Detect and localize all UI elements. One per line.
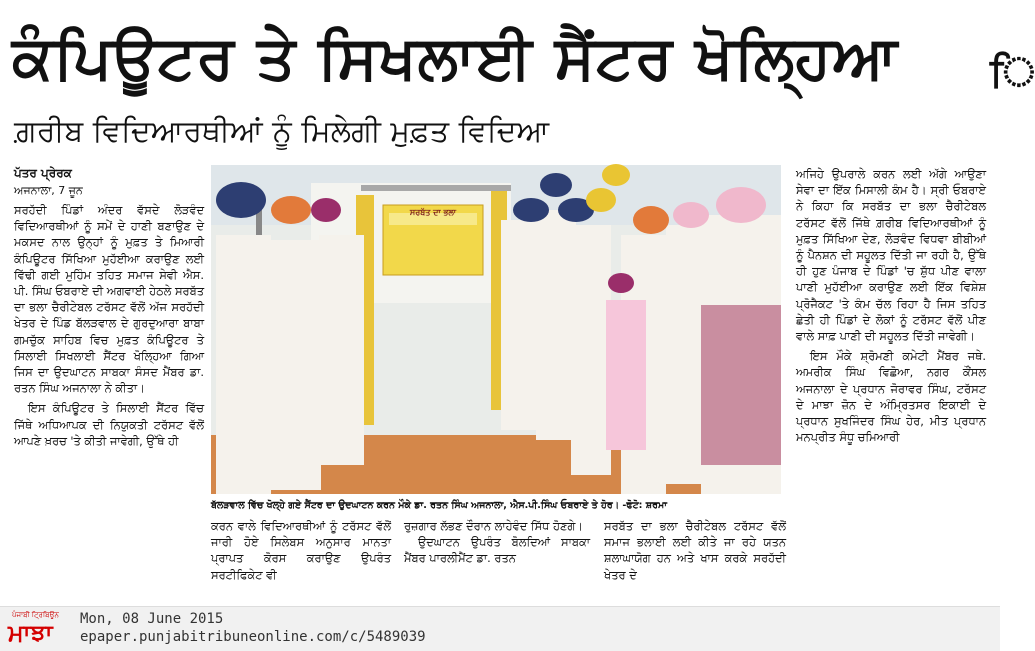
- headline: ਕੰਪਿਊਟਰ ਤੇ ਸਿਖਲਾਈ ਸੈਂਟਰ ਖੋਲ੍ਹਿਆ: [12, 23, 899, 93]
- paragraph: ਇਸ ਮੌਕੇ ਸ਼੍ਰੋਮਣੀ ਕਮੇਟੀ ਮੈਂਬਰ ਜਥੇ. ਅਮਰੀਕ ਸਿੰਘ ਵਿਛੋਆ, ਨਗਰ ਕੌਂਸਲ ਅਜਨਾਲਾ ਦੇ ਪ੍ਰਧਾਨ ਜੋਰਾਵਰ ਸਿੰਘ, ਟਰੱਸਟ ਦੇ ਮਾਝਾ ਜ਼ੋਨ ਦੇ ਅੰਮ੍ਰਿਤਸਰ ਇਕਾਈ ਦੇ ਪ੍ਰਧਾਨ ਸੁਖਜਿੰਦਰ ਸਿੰਘ ਹੇਰ, ਮੀਤ ਪ੍ਰਧਾਨ ਮਨਪ੍ਰੀਤ ਸੰਧੂ ਚਮਿਆਰੀ: [796, 349, 986, 445]
- paragraph: ਸਰਹੱਦੀ ਪਿੰਡਾਂ ਅੰਦਰ ਵੱਸਦੇ ਲੋੜਵੰਦ ਵਿਦਿਆਰਥੀਆਂ ਨੂੰ ਸਮੇਂ ਦੇ ਹਾਣੀ ਬਣਾਉਣ ਦੇ ਮਕਸਦ ਨਾਲ ਉਨ੍ਹਾਂ ਨੂੰ ਮੁਫ਼ਤ ਤੇ ਮਿਆਰੀ ਕੰਪਿਊਟਰ ਸਿੱਖਿਆ ਮੁਹੱਈਆ ਕਰਾਉਣ ਲਈ ਵਿੱਢੀ ਗਈ ਮੁਹਿੰਮ ਤਹਿਤ ਸਮਾਜ ਸੇਵੀ ਐਸ. ਪੀ. ਸਿੰਘ ਓਬਰਾਏ ਦੀ ਅਗਵਾਈ ਹੇਠਲੇ ਸਰਬੱਤ ਦਾ ਭਲਾ ਚੈਰੀਟੇਬਲ ਟਰੱਸਟ ਵੱਲੋਂ ਅੱਜ ਸਰਹੱਦੀ ਖੇਤਰ ਦੇ ਪਿੰਡ ਬੱਲੜਵਾਲ ਦੇ ਗੁਰਦੁਆਰਾ ਬਾਬਾ ਗਮਚੁੱਕ ਸਾਹਿਬ ਵਿਚ ਮੁਫ਼ਤ ਕੰਪਿਊਟਰ ਤੇ ਸਿਲਾਈ ਸਿਖਲਾਈ ਸੈਂਟਰ ਖੋਲ੍ਹਿਆ ਗਿਆ ਜਿਸ ਦਾ ਉਦਘਾਟਨ ਸਾਬਕਾ ਸੰਸਦ ਮੈਂਬਰ ਡਾ. ਰਤਨ ਸਿੰਘ ਅਜਨਾਲਾ ਨੇ ਕੀਤਾ।: [14, 203, 204, 396]
- edition-date: Mon, 08 June 2015: [80, 611, 224, 627]
- paragraph: ਅਜਿਹੇ ਉਪਰਾਲੇ ਕਰਨ ਲਈ ਅੱਗੇ ਆਉਣਾ ਸੇਵਾ ਦਾ ਇੱਕ ਮਿਸਾਲੀ ਕੰਮ ਹੈ। ਸ੍ਰੀ ਓਬਰਾਏ ਨੇ ਕਿਹਾ ਕਿ ਸਰਬੱਤ ਦਾ ਭਲਾ ਚੈਰੀਟੇਬਲ ਟਰੱਸਟ ਵੱਲੋਂ ਜਿੱਥੇ ਗ਼ਰੀਬ ਵਿਦਿਆਰਥੀਆਂ ਨੂੰ ਮੁਫ਼ਤ ਸਿੱਖਿਆ ਦੇਣ, ਲੋੜਵੰਦ ਵਿਧਵਾ ਬੀਬੀਆਂ ਨੂੰ ਪੈਨਸ਼ਨ ਦੀ ਸਹੂਲਤ ਦਿੱਤੀ ਜਾ ਰਹੀ ਹੈ, ਉੱਥੇ ਹੀ ਹੁਣ ਪੰਜਾਬ ਦੇ ਪਿੰਡਾਂ 'ਚ ਸ਼ੁੱਧ ਪੀਣ ਵਾਲਾ ਪਾਣੀ ਮੁਹੱਈਆ ਕਰਾਉਣ ਲਈ ਇੱਕ ਵਿਸ਼ੇਸ਼ ਪ੍ਰੋਜੈਕਟ 'ਤੇ ਕੰਮ ਚੱਲ ਰਿਹਾ ਹੈ ਜਿਸ ਤਹਿਤ ਛੇਤੀ ਹੀ ਪਿੰਡਾਂ ਦੇ ਲੋਕਾਂ ਨੂੰ ਟਰੱਸਟ ਵੱਲੋਂ ਪੀਣ ਵਾਲੇ ਸਾਫ਼ ਪਾਣੀ ਦੀ ਸਹੂਲਤ ਦਿੱਤੀ ਜਾਵੇਗੀ।: [796, 167, 986, 344]
- photo-caption: ਬੱਲੜਵਾਲ ਵਿੱਚ ਖੋਲ੍ਹੇ ਗਏ ਸੈਂਟਰ ਦਾ ਉਦਘਾਟਨ ਕਰਨ ਮੌਕੇ ਡਾ. ਰਤਨ ਸਿੰਘ ਅਜਨਾਲਾ, ਐਸ.ਪੀ.ਸਿੰਘ ਓਬਰਾਏ ਤੇ ਹੋਰ। -ਫੋਟੋ: ਸ਼ਰਮਾ: [211, 500, 667, 511]
- epaper-url-link[interactable]: epaper.punjabitribuneonline.com/c/5489039: [80, 629, 426, 645]
- event-photo: [211, 165, 781, 494]
- paragraph: ਰੁਜ਼ਗਾਰ ਲੱਭਣ ਦੌਰਾਨ ਲਾਹੇਵੰਦ ਸਿੱਧ ਹੋਣਗੇ।: [404, 519, 583, 533]
- paper-name-small: ਪੰਜਾਬੀ ਟ੍ਰਿਬਿਊਨ: [12, 611, 59, 619]
- cut-off-headline-edge: ਿ: [990, 50, 1035, 96]
- photo-banner-text: ਸਰਬੱਤ ਦਾ ਭਲਾ: [409, 208, 457, 217]
- paragraph: ਕਰਨ ਵਾਲੇ ਵਿਦਿਆਰਥੀਆਂ ਨੂੰ ਟਰੱਸਟ ਵੱਲੋਂ ਜਾਰੀ ਹੋਏ ਸਿਲੇਬਸ ਅਨੁਸਾਰ ਮਾਨਤਾ ਪ੍ਰਾਪਤ ਕੋਰਸ ਕਰਾਉਣ ਉਪਰੰਤ ਸਰਟੀਫਿਕੇਟ ਵੀ: [211, 519, 391, 582]
- photo-illustration: [211, 165, 781, 494]
- article-column-1: [14, 202, 204, 604]
- article-column-5: [796, 166, 986, 606]
- article-column-3: [404, 518, 590, 606]
- paragraph: ਉਦਘਾਟਨ ਉਪਰੰਤ ਬੋਲਦਿਆਂ ਸਾਬਕਾ ਮੈਂਬਰ ਪਾਰਲੀਮੈਂਟ ਡਾ. ਰਤਨ: [404, 535, 590, 566]
- article-column-2: [211, 518, 391, 606]
- paragraph: ਇਸ ਕੰਪਿਊਟਰ ਤੇ ਸਿਲਾਈ ਸੈਂਟਰ ਵਿੱਚ ਜਿੱਥੇ ਅਧਿਆਪਕ ਦੀ ਨਿਯੁਕਤੀ ਟਰੱਸਟ ਵੱਲੋਂ ਆਪਣੇ ਖ਼ਰਚ 'ਤੇ ਕੀਤੀ ਜਾਵੇਗੀ, ਉੱਥੇ ਹੀ: [14, 401, 204, 448]
- edition-logo: ਮਾਝਾ: [8, 619, 53, 647]
- article-column-4: [604, 518, 786, 606]
- paragraph: ਸਰਬੱਤ ਦਾ ਭਲਾ ਚੈਰੀਟੇਬਲ ਟਰੱਸਟ ਵੱਲੋਂ ਸਮਾਜ ਭਲਾਈ ਲਈ ਕੀਤੇ ਜਾ ਰਹੇ ਯਤਨ ਸ਼ਲਾਘਾਯੋਗ ਹਨ ਅਤੇ ਖਾਸ ਕਰਕੇ ਸਰਹੱਦੀ ਖੇਤਰ ਦੇ: [604, 519, 786, 582]
- dateline: ਅਜਨਾਲਾ, 7 ਜੂਨ: [14, 184, 83, 197]
- subheadline: ਗ਼ਰੀਬ ਵਿਦਿਆਰਥੀਆਂ ਨੂੰ ਮਿਲੇਗੀ ਮੁਫ਼ਤ ਵਿਦਿਆ: [14, 114, 550, 149]
- epaper-footer: [0, 606, 1000, 651]
- byline: ਪੱਤਰ ਪ੍ਰੇਰਕ: [14, 166, 72, 180]
